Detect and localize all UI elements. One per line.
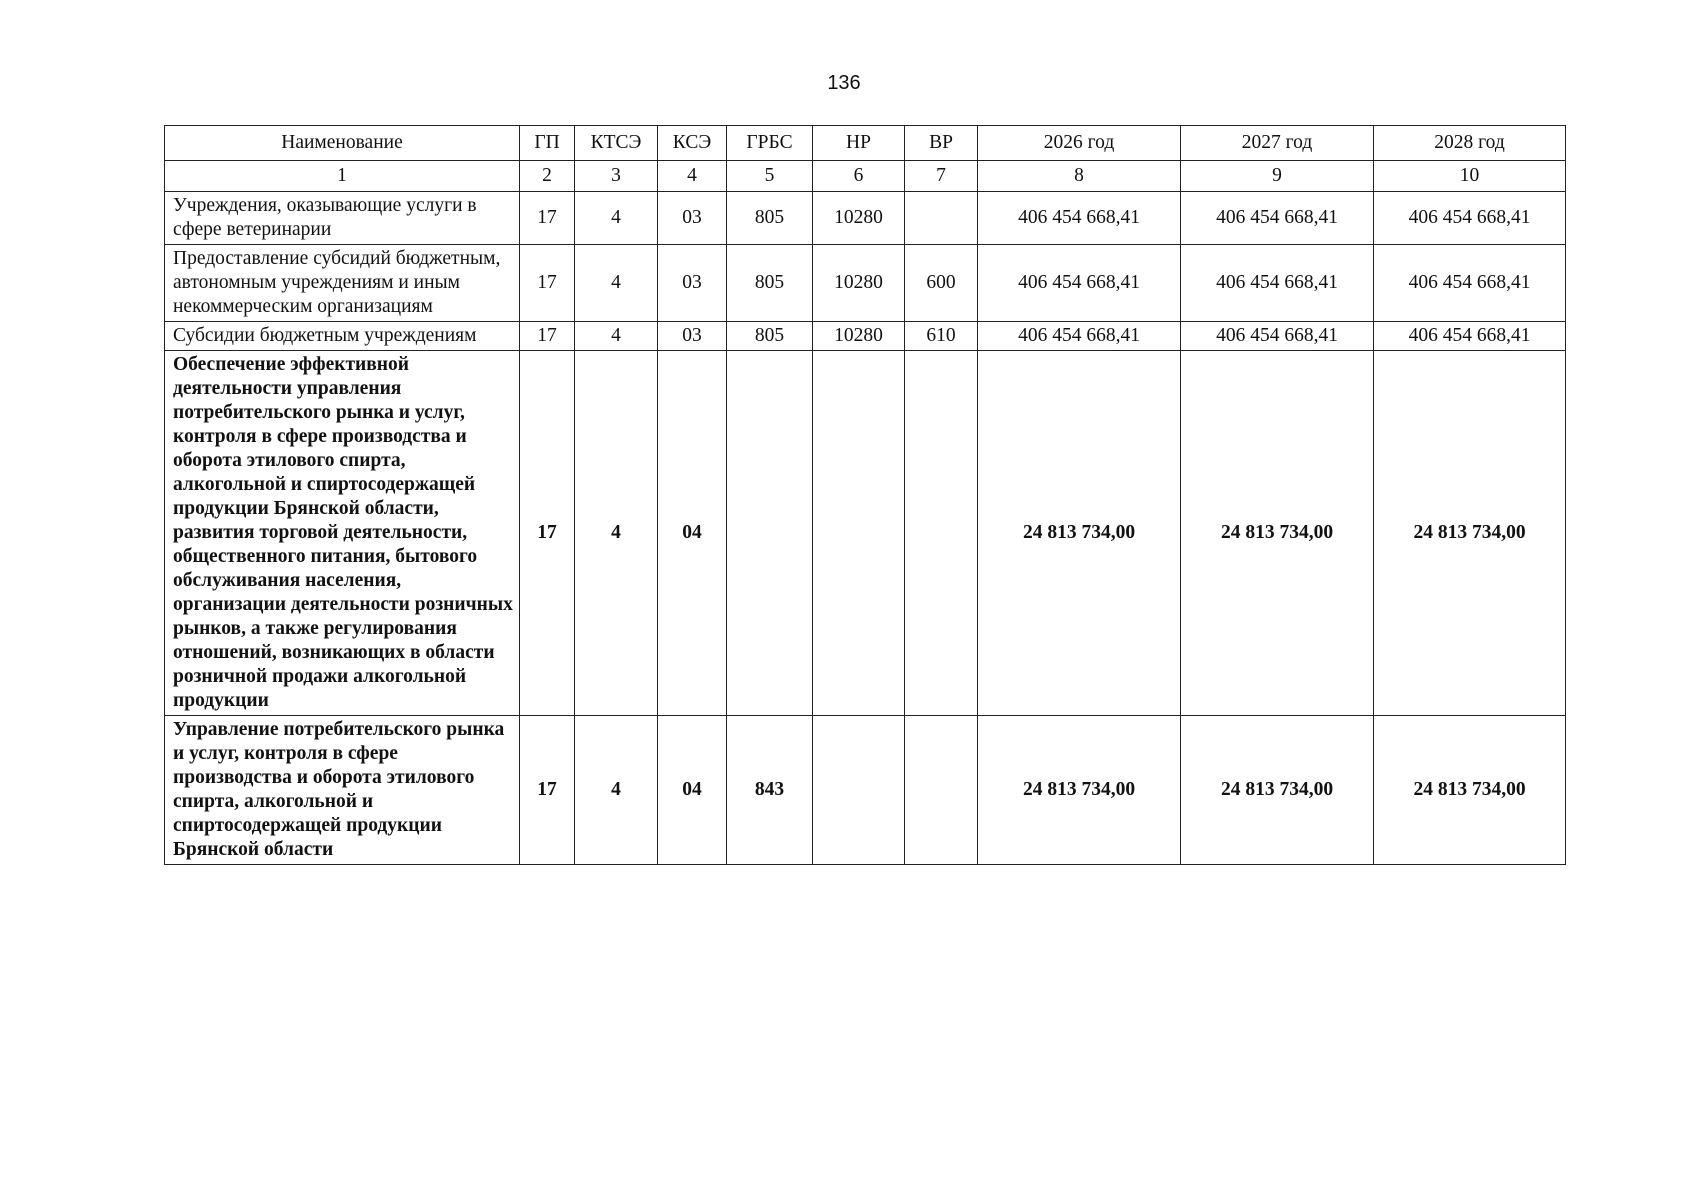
row-grbs: 805: [727, 322, 813, 351]
row-kse: 04: [658, 351, 727, 716]
column-number: 8: [978, 161, 1181, 192]
row-amount-2026: 406 454 668,41: [978, 322, 1181, 351]
row-vr: [905, 351, 978, 716]
header-kse: КСЭ: [658, 126, 727, 161]
row-ktse: 4: [575, 322, 658, 351]
row-vr: 610: [905, 322, 978, 351]
column-number: 7: [905, 161, 978, 192]
column-number: 6: [813, 161, 905, 192]
budget-table: [164, 125, 1566, 865]
row-amount-2027: 406 454 668,41: [1181, 322, 1374, 351]
header-year-2026: 2026 год: [978, 126, 1181, 161]
row-name: Субсидии бюджетным учреждениям: [165, 322, 520, 351]
header-ktse: КТСЭ: [575, 126, 658, 161]
table-row: [165, 192, 1566, 245]
row-kse: 04: [658, 716, 727, 865]
column-number: 2: [520, 161, 575, 192]
row-gp: 17: [520, 351, 575, 716]
row-ktse: 4: [575, 351, 658, 716]
row-grbs: 805: [727, 192, 813, 245]
row-ktse: 4: [575, 192, 658, 245]
column-number: 1: [165, 161, 520, 192]
page-number: 136: [827, 72, 861, 94]
row-amount-2028: 24 813 734,00: [1374, 716, 1566, 865]
row-gp: 17: [520, 245, 575, 322]
column-number-row: [165, 161, 1566, 192]
header-year-2028: 2028 год: [1374, 126, 1566, 161]
row-name: Обеспечение эффективной деятельности управления потребительского рынка и услуг, контроля в сфере производства и оборота этилового спирта, алкогольной и спиртосодержащей продукции Брянской области, развития торговой деятельности, общественного питания, бытового обслуживания населения, организации деятельности розничных рынков, а также регулирования отношений, возникающих в области розничной продажи алкогольной продукции: [165, 351, 520, 716]
column-number: 4: [658, 161, 727, 192]
table-row: [165, 322, 1566, 351]
header-grbs: ГРБС: [727, 126, 813, 161]
row-ktse: 4: [575, 245, 658, 322]
row-vr: [905, 192, 978, 245]
row-kse: 03: [658, 192, 727, 245]
header-name: Наименование: [165, 126, 520, 161]
row-name: Учреждения, оказывающие услуги в сфере ветеринарии: [165, 192, 520, 245]
header-nr: НР: [813, 126, 905, 161]
row-amount-2027: 406 454 668,41: [1181, 245, 1374, 322]
row-amount-2026: 406 454 668,41: [978, 245, 1181, 322]
row-gp: 17: [520, 716, 575, 865]
column-number: 9: [1181, 161, 1374, 192]
table-row-bold: [165, 351, 1566, 716]
table-row: [165, 245, 1566, 322]
column-number: 3: [575, 161, 658, 192]
row-gp: 17: [520, 322, 575, 351]
row-grbs: 843: [727, 716, 813, 865]
row-amount-2028: 406 454 668,41: [1374, 322, 1566, 351]
row-amount-2028: 406 454 668,41: [1374, 245, 1566, 322]
row-amount-2027: 406 454 668,41: [1181, 192, 1374, 245]
row-grbs: 805: [727, 245, 813, 322]
row-nr: 10280: [813, 322, 905, 351]
row-gp: 17: [520, 192, 575, 245]
row-nr: 10280: [813, 192, 905, 245]
row-kse: 03: [658, 322, 727, 351]
table-row-bold: [165, 716, 1566, 865]
header-year-2027: 2027 год: [1181, 126, 1374, 161]
column-number: 10: [1374, 161, 1566, 192]
row-amount-2027: 24 813 734,00: [1181, 716, 1374, 865]
row-nr: [813, 716, 905, 865]
row-amount-2026: 24 813 734,00: [978, 716, 1181, 865]
row-nr: 10280: [813, 245, 905, 322]
header-vr: ВР: [905, 126, 978, 161]
row-amount-2026: 406 454 668,41: [978, 192, 1181, 245]
row-vr: [905, 716, 978, 865]
row-ktse: 4: [575, 716, 658, 865]
row-amount-2028: 24 813 734,00: [1374, 351, 1566, 716]
row-grbs: [727, 351, 813, 716]
row-vr: 600: [905, 245, 978, 322]
row-amount-2026: 24 813 734,00: [978, 351, 1181, 716]
row-kse: 03: [658, 245, 727, 322]
header-row: [165, 126, 1566, 161]
row-nr: [813, 351, 905, 716]
row-name: Предоставление субсидий бюджетным, автономным учреждениям и иным некоммерческим организациям: [165, 245, 520, 322]
row-amount-2027: 24 813 734,00: [1181, 351, 1374, 716]
header-gp: ГП: [520, 126, 575, 161]
row-amount-2028: 406 454 668,41: [1374, 192, 1566, 245]
row-name: Управление потребительского рынка и услуг, контроля в сфере производства и оборота этилового спирта, алкогольной и спиртосодержащей продукции Брянской области: [165, 716, 520, 865]
column-number: 5: [727, 161, 813, 192]
